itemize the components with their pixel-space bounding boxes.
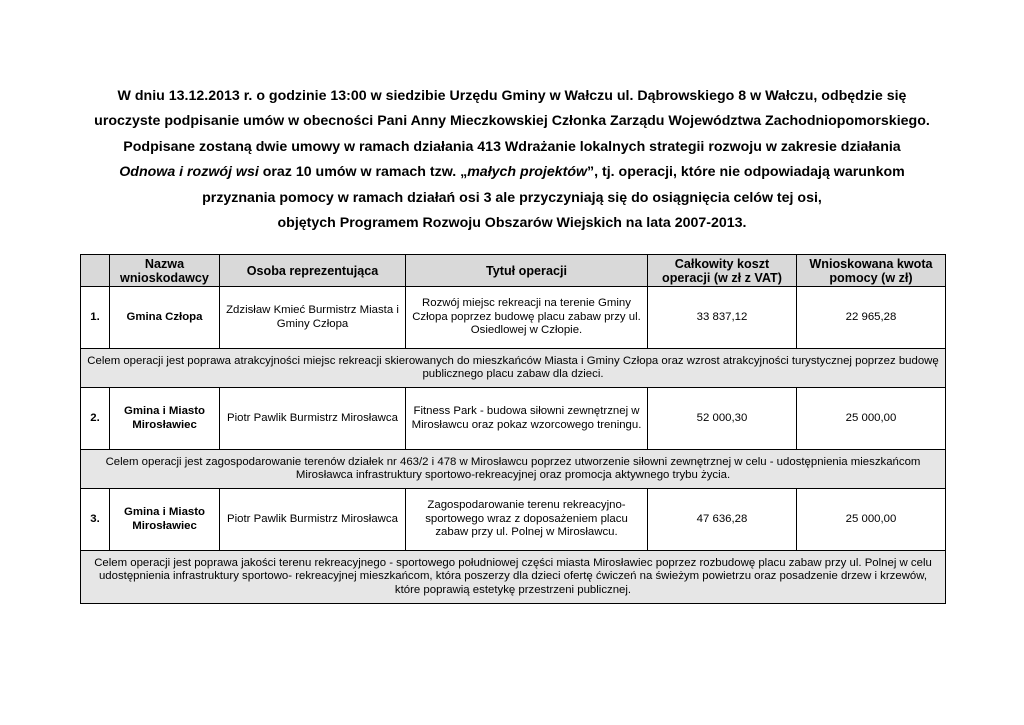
row-total-cost: 47 636,28 <box>648 489 797 551</box>
row-representative: Piotr Pawlik Burmistrz Mirosławca <box>220 388 406 450</box>
announcement-text <box>80 84 944 236</box>
row-representative: Piotr Pawlik Burmistrz Mirosławca <box>220 489 406 551</box>
intro-line: Podpisane zostaną dwie umowy w ramach działania 413 Wdrażanie lokalnych strategii rozwoju w zakresie działania <box>123 138 901 155</box>
row-applicant: Gmina i Miasto Mirosławiec <box>110 388 220 450</box>
row-num: 3. <box>81 489 110 551</box>
header-title: Tytuł operacji <box>406 255 648 287</box>
row-total-cost: 33 837,12 <box>648 287 797 349</box>
row-requested: 25 000,00 <box>797 388 946 450</box>
row-applicant: Gmina Człopa <box>110 287 220 349</box>
row-description: Celem operacji jest zagospodarowanie terenów działek nr 463/2 i 478 w Mirosławcu poprzez utworzenie siłowni zewnętrznej w celu - udostępnienia mieszkańcom Mirosławca infrastruktury sportowo-rekreacyjnej oraz promocja aktywnego trybu życia. <box>81 450 946 489</box>
table-row <box>81 489 946 551</box>
small-projects-term: małych projektów <box>467 164 588 181</box>
intro-line: przyznania pomocy w ramach działań osi 3 ale przyczyniają się do osiągnięcia celów tej osi, <box>202 189 822 206</box>
row-applicant: Gmina i Miasto Mirosławiec <box>110 489 220 551</box>
header-representative: Osoba reprezentująca <box>220 255 406 287</box>
table-row <box>81 388 946 450</box>
grants-table <box>80 254 946 604</box>
measure-name: Odnowa i rozwój wsi <box>119 164 259 181</box>
intro-line: Odnowa i rozwój wsi oraz 10 umów w ramach tzw. „małych projektów”, tj. operacji, które nie odpowiadają warunkom <box>119 164 905 181</box>
intro-line: objętych Programem Rozwoju Obszarów Wiejskich na lata 2007-2013. <box>277 215 747 232</box>
row-description: Celem operacji jest poprawa atrakcyjności miejsc rekreacji skierowanych do mieszkańców Miasta i Gminy Człopa oraz wzrost atrakcyjności turystycznej poprzez budowę publicznego placu zabaw dla dzieci. <box>81 349 946 388</box>
row-requested: 22 965,28 <box>797 287 946 349</box>
row-num: 2. <box>81 388 110 450</box>
row-requested: 25 000,00 <box>797 489 946 551</box>
intro-line: uroczyste podpisanie umów w obecności Pani Anny Mieczkowskiej Członka Zarządu Województwa Zachodniopomorskiego. <box>94 113 930 130</box>
row-representative: Zdzisław Kmieć Burmistrz Miasta i Gminy Człopa <box>220 287 406 349</box>
table-row-description <box>81 551 946 604</box>
intro-line: W dniu 13.12.2013 r. o godzinie 13:00 w siedzibie Urzędu Gminy w Wałczu ul. Dąbrowskiego 8 w Wałczu, odbędzie się <box>117 88 907 104</box>
row-num: 1. <box>81 287 110 349</box>
table-row-description <box>81 349 946 388</box>
header-total-cost: Całkowity koszt operacji (w zł z VAT) <box>648 255 797 287</box>
row-total-cost: 52 000,30 <box>648 388 797 450</box>
row-description: Celem operacji jest poprawa jakości terenu rekreacyjnego - sportowego południowej części miasta Mirosławiec poprzez rozbudowę placu zabaw przy ul. Polnej w celu udostępnienia infrastruktury sportowo- rekreacyjnej mieszkańcom, która poszerzy dla dzieci ofertę ćwiczeń na świeżym powietrzu oraz posadzenie drzew i krzewów, które poprawią estetykę przestrzeni publicznej. <box>81 551 946 604</box>
table-row <box>81 287 946 349</box>
header-num <box>81 255 110 287</box>
table-header-row <box>81 255 946 287</box>
table-row-description <box>81 450 946 489</box>
row-title: Fitness Park - budowa siłowni zewnętrznej w Mirosławcu oraz pokaz wzorcowego treningu. <box>406 388 648 450</box>
row-title: Zagospodarowanie terenu rekreacyjno-sportowego wraz z doposażeniem placu zabaw przy ul. Polnej w Mirosławcu. <box>406 489 648 551</box>
header-applicant: Nazwa wnioskodawcy <box>110 255 220 287</box>
header-requested: Wnioskowana kwota pomocy (w zł) <box>797 255 946 287</box>
row-title: Rozwój miejsc rekreacji na terenie Gminy Człopa poprzez budowę placu zabaw przy ul. Osiedlowej w Człopie. <box>406 287 648 349</box>
